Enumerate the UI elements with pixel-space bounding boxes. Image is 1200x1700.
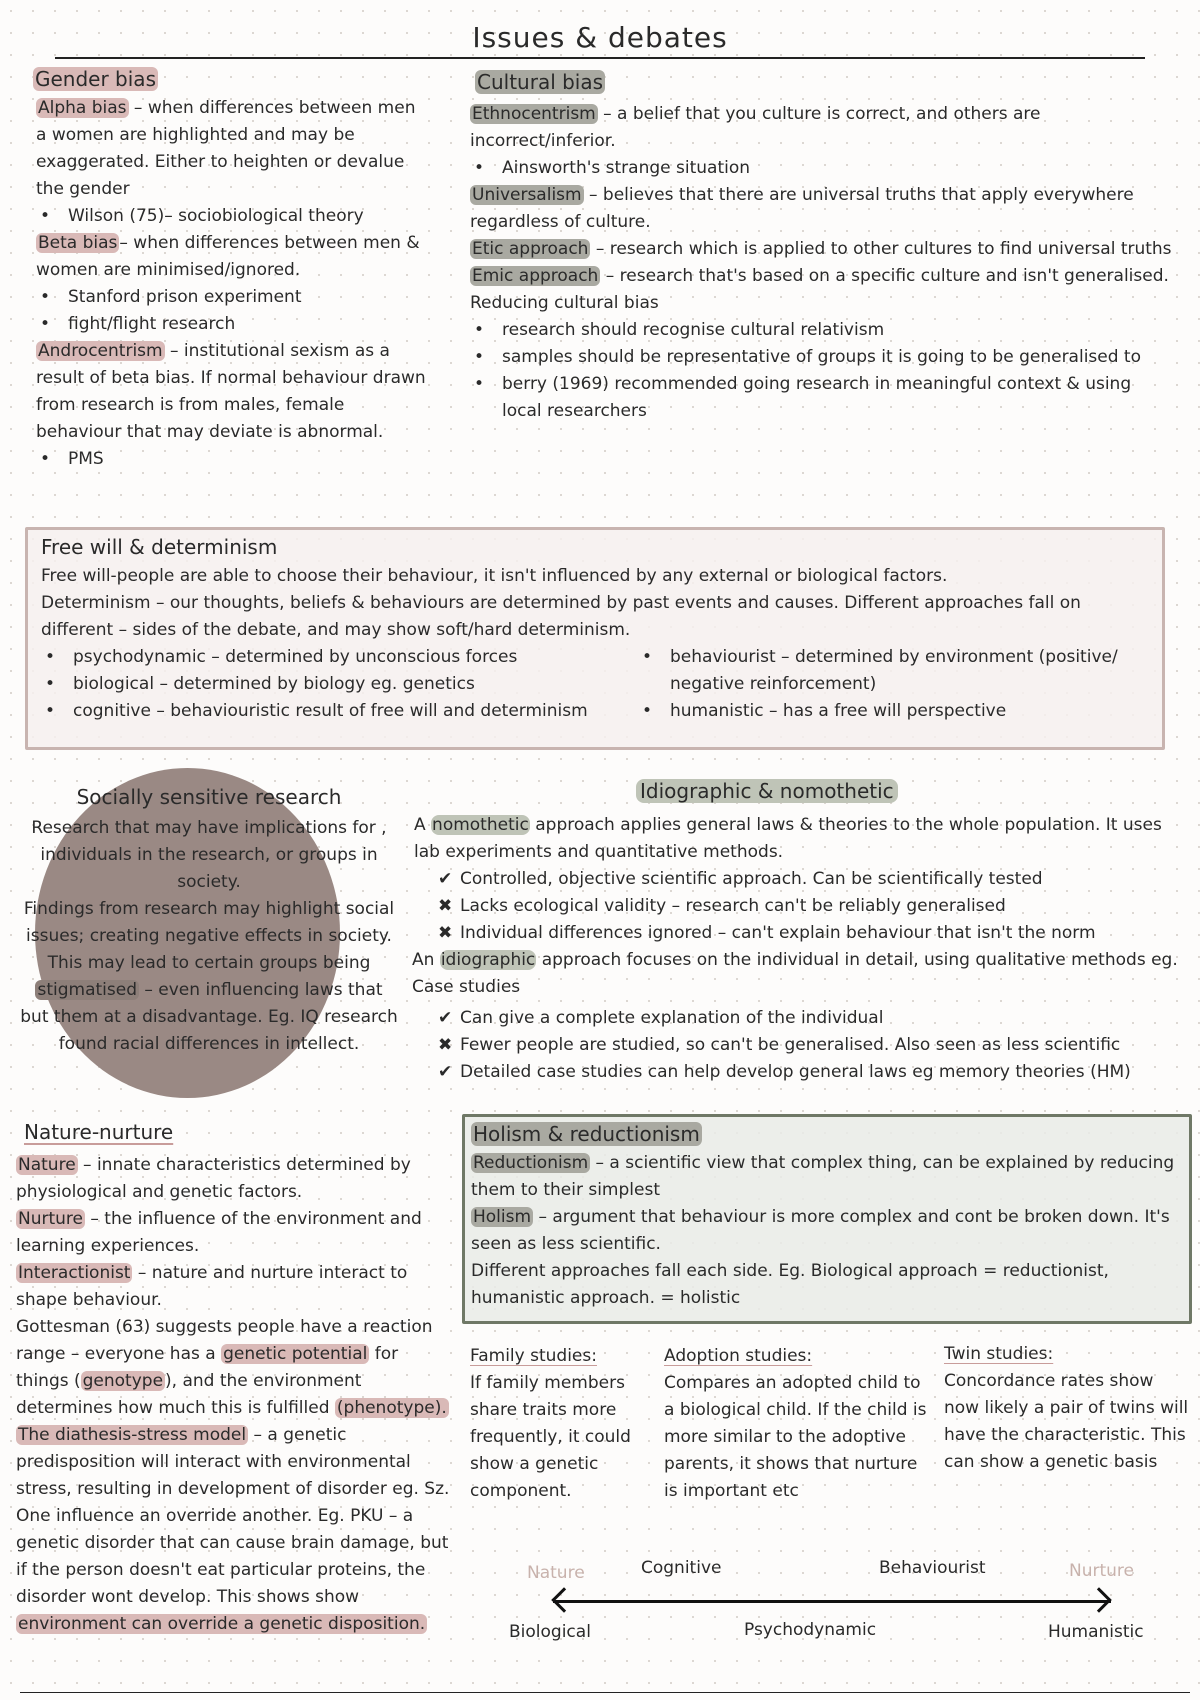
free-will-heading: Free will & determinism bbox=[41, 535, 278, 559]
approaches-text: Different approaches fall each side. Eg. Biological approach = reductionist, humanistic approach. = holistic bbox=[471, 1261, 1109, 1308]
reducing-bias-heading: Reducing cultural bias bbox=[470, 293, 659, 313]
approach-item: • psychodynamic – determined by unconscious forces bbox=[41, 644, 638, 671]
diathesis-definition: The diathesis-stress model – a genetic predisposition will interact with environmental stress, resulting in development of disorder eg. Sz. bbox=[16, 1425, 450, 1499]
nomothetic-point: ✔ Controlled, objective scientific approach. Can be scientifically tested bbox=[438, 866, 1187, 893]
socially-sensitive-heading: Socially sensitive research bbox=[76, 785, 342, 809]
check-icon: ✔ bbox=[438, 1008, 453, 1028]
beta-example: • fight/flight research bbox=[36, 311, 428, 338]
holism-definition: Holism – argument that behaviour is more complex and cont be broken down. It's seen as less scientific. bbox=[471, 1207, 1170, 1254]
holism-section bbox=[471, 1119, 1186, 1312]
idiographic-heading: Idiographic & nomothetic bbox=[636, 779, 898, 803]
phenotype-term: (phenotype). bbox=[336, 1398, 447, 1418]
alpha-bias-text: – when differences between men a women are highlighted and may be exaggerated. Either to heighten or devalue the gender bbox=[36, 98, 416, 199]
ethnocentrism-text: – a belief that you culture is correct, and others are incorrect/inferior. bbox=[470, 104, 1041, 151]
androcentrism-term: Androcentrism bbox=[38, 341, 163, 361]
beta-example: • Stanford prison experiment bbox=[36, 284, 428, 311]
beta-bias-text: – when differences between men & women are minimised/ignored. bbox=[36, 233, 420, 280]
alpha-bias-definition bbox=[36, 95, 428, 203]
bottom-divider bbox=[20, 1692, 1190, 1693]
spectrum-top-label: Cognitive bbox=[641, 1558, 722, 1578]
universalism-term: Universalism bbox=[472, 185, 582, 205]
androcentrism-text: – institutional sexism as a result of beta bias. If normal behaviour drawn from research is from males, female behaviour that may deviate is abnormal. bbox=[36, 341, 426, 442]
spectrum-bottom-label: Psychodynamic bbox=[744, 1620, 877, 1640]
nurture-term: Nurture bbox=[18, 1209, 83, 1229]
beta-bias-term: Beta bias bbox=[38, 233, 118, 253]
determinism-definition: Determinism – our thoughts, beliefs & behaviours are determined by past events and causes. Different approaches fall on different – sides of the debate, and may show soft/hard determinism. bbox=[41, 593, 1081, 640]
interactionist-term: Interactionist bbox=[18, 1263, 131, 1283]
free-will-section bbox=[41, 532, 1156, 725]
diathesis-term: The diathesis-stress model bbox=[18, 1425, 247, 1445]
nature-nurture-heading: Nature-nurture bbox=[24, 1120, 174, 1144]
twin-studies-text: Concordance rates show now likely a pair of twins will have the characteristic. This can show a genetic basis bbox=[944, 1371, 1189, 1472]
reducing-item: • samples should be representative of groups it is going to be generalised to bbox=[470, 344, 1175, 371]
socially-sensitive-text2: Findings from research may highlight social issues; creating negative effects in society. This may lead to certain groups being stigmatised – even influencing laws that but them at a disadvantage. Eg. IQ research found racial differences in intellect. bbox=[20, 899, 398, 1054]
family-studies-text: If family members share traits more frequently, it could show a genetic component. bbox=[470, 1373, 631, 1501]
cross-icon: ✖ bbox=[438, 1035, 453, 1055]
adoption-studies-heading: Adoption studies: bbox=[664, 1346, 813, 1366]
beta-bias-definition bbox=[36, 230, 428, 284]
idiographic-definition: An idiographic approach focuses on the individual in detail, using qualitative methods eg. Case studies bbox=[412, 950, 1178, 997]
arrow-left-icon bbox=[551, 1587, 576, 1612]
alpha-bias-term: Alpha bias bbox=[38, 98, 127, 118]
gender-bias-section bbox=[33, 64, 428, 473]
idiographic-point: ✔ Can give a complete explanation of the individual bbox=[438, 1005, 1187, 1032]
etic-term: Etic approach bbox=[472, 239, 589, 259]
free-will-definition: Free will-people are able to choose their behaviour, it isn't influenced by any external or biological factors. bbox=[41, 566, 948, 586]
check-icon: ✔ bbox=[438, 1062, 453, 1082]
ethnocentrism-term: Ethnocentrism bbox=[472, 104, 596, 124]
socially-sensitive-section bbox=[20, 782, 398, 1058]
nomothetic-point: ✖ Lacks ecological validity – research can't be reliably generalised bbox=[438, 893, 1187, 920]
spectrum-right-end: Nurture bbox=[1069, 1561, 1134, 1581]
idiographic-section bbox=[412, 776, 1187, 1086]
cross-icon: ✖ bbox=[438, 923, 453, 943]
idiographic-term: idiographic bbox=[440, 950, 536, 970]
emic-term: Emic approach bbox=[472, 266, 599, 286]
cultural-bias-heading: Cultural bias bbox=[477, 70, 604, 94]
ethnocentrism-definition bbox=[470, 101, 1175, 155]
gottesman-text: Gottesman (63) suggests people have a reaction range – everyone has a genetic potential for things ( genotype ), and the environment determines how much this is fulfilled (phenotype). bbox=[16, 1317, 447, 1418]
adoption-studies bbox=[664, 1343, 934, 1505]
idiographic-point: ✔ Detailed case studies can help develop general laws eg memory theories (HM) bbox=[438, 1059, 1187, 1086]
cultural-bias-section bbox=[470, 67, 1175, 425]
family-studies-heading: Family studies: bbox=[470, 1346, 597, 1366]
etic-text: – research which is applied to other cultures to find universal truths bbox=[590, 239, 1172, 259]
spectrum-left-end: Nature bbox=[527, 1563, 585, 1583]
cross-icon: ✖ bbox=[438, 896, 453, 916]
nature-nurture-section bbox=[16, 1117, 456, 1638]
emic-text: – research that's based on a specific culture and isn't generalised. bbox=[600, 266, 1169, 286]
holism-term: Holism bbox=[473, 1207, 532, 1227]
genetic-potential-term: genetic potential bbox=[223, 1344, 368, 1364]
nature-term: Nature bbox=[18, 1155, 76, 1175]
andro-example: • PMS bbox=[36, 446, 428, 473]
interactionist-definition: Interactionist – nature and nurture interact to shape behaviour. bbox=[16, 1263, 408, 1310]
nomothetic-term: nomothetic bbox=[432, 815, 529, 835]
socially-sensitive-text1: Research that may have implications for , individuals in the research, or groups in society. bbox=[31, 818, 387, 892]
twin-studies bbox=[944, 1341, 1189, 1476]
page-title: Issues & debates bbox=[472, 21, 728, 54]
approach-item: • cognitive – behaviouristic result of free will and determinism bbox=[41, 698, 638, 725]
nomothetic-definition: A nomothetic approach applies general laws & theories to the whole population. It uses lab experiments and quantitative methods. bbox=[414, 815, 1162, 862]
androcentrism-definition bbox=[36, 338, 428, 446]
approach-item: • behaviourist – determined by environment (positive/ negative reinforcement) bbox=[638, 644, 1148, 698]
check-icon: ✔ bbox=[438, 869, 453, 889]
emic-definition bbox=[470, 263, 1175, 290]
spectrum-bottom-label: Humanistic bbox=[1048, 1622, 1144, 1642]
nature-definition: Nature – innate characteristics determined by physiological and genetic factors. bbox=[16, 1155, 411, 1202]
reductionism-term: Reductionism bbox=[473, 1153, 589, 1173]
nomothetic-point: ✖ Individual differences ignored – can't explain behaviour that isn't the norm bbox=[438, 920, 1187, 947]
reducing-item: • berry (1969) recommended going research in meaningful context & using local researchers bbox=[470, 371, 1175, 425]
title-divider bbox=[55, 57, 1145, 59]
stigmatised-term: stigmatised bbox=[37, 980, 137, 1000]
approach-item: • humanistic – has a free will perspective bbox=[638, 698, 1148, 725]
holism-heading: Holism & reductionism bbox=[473, 1122, 700, 1146]
spectrum-bottom-label: Biological bbox=[509, 1622, 591, 1642]
reductionism-definition: Reductionism – a scientific view that complex thing, can be explained by reducing them to their simplest bbox=[471, 1153, 1175, 1200]
spectrum-arrow-line bbox=[553, 1600, 1111, 1603]
idiographic-point: ✖ Fewer people are studied, so can't be generalised. Also seen as less scientific bbox=[438, 1032, 1187, 1059]
etic-definition bbox=[470, 236, 1175, 263]
family-studies bbox=[470, 1343, 650, 1505]
gender-bias-heading: Gender bias bbox=[35, 67, 156, 91]
arrow-right-icon bbox=[1086, 1587, 1111, 1612]
override-text: One influence an override another. Eg. PKU – a genetic disorder that can cause brain damage, but if the person doesn't eat particular proteins, the disorder wont develop. This shows show environment can override a genetic disposition. bbox=[16, 1506, 449, 1634]
genotype-term: genotype bbox=[82, 1371, 164, 1391]
nurture-definition: Nurture – the influence of the environment and learning experiences. bbox=[16, 1209, 422, 1256]
twin-studies-heading: Twin studies: bbox=[944, 1344, 1054, 1364]
ethno-example: • Ainsworth's strange situation bbox=[470, 155, 1175, 182]
spectrum-top-label: Behaviourist bbox=[879, 1558, 986, 1578]
universalism-definition bbox=[470, 182, 1175, 236]
alpha-example: • Wilson (75)– sociobiological theory bbox=[36, 203, 428, 230]
adoption-studies-text: Compares an adopted child to a biological child. If the child is more similar to the adoptive parents, it shows that nurture is important etc bbox=[664, 1373, 927, 1501]
reducing-item: • research should recognise cultural relativism bbox=[470, 317, 1175, 344]
universalism-text: – believes that there are universal truths that apply everywhere regardless of culture. bbox=[470, 185, 1134, 232]
approach-item: • biological – determined by biology eg. genetics bbox=[41, 671, 638, 698]
override-highlight: environment can override a genetic disposition. bbox=[18, 1614, 426, 1634]
